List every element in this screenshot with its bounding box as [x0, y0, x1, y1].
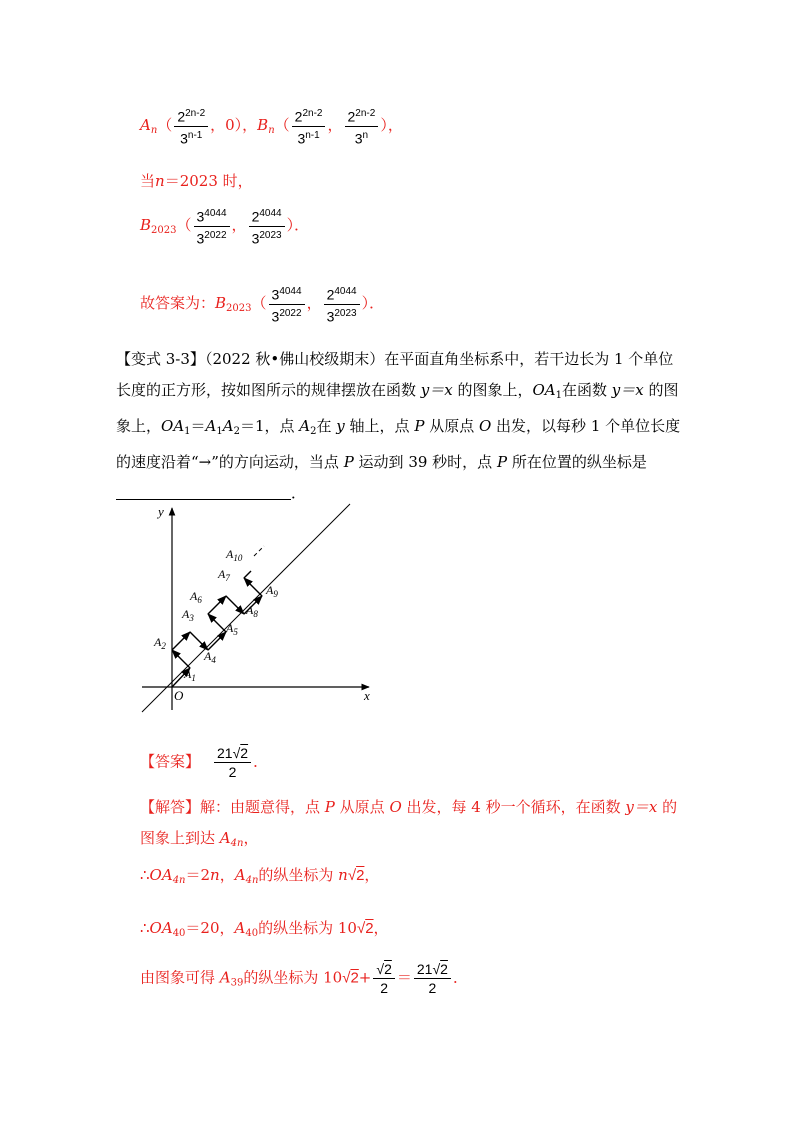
answer-prev-line3: [140, 205, 309, 247]
point-b2023-label: B: [215, 294, 227, 313]
comma: ，: [219, 866, 235, 884]
solution-text: ，: [243, 829, 259, 847]
point-label: A: [234, 866, 246, 884]
plus-sign: +: [358, 968, 372, 987]
label-a1: $A_1$: [184, 667, 196, 683]
point-b2023-sub: 2023: [151, 225, 177, 237]
solution-line2: [140, 864, 379, 886]
point-p: P: [324, 798, 335, 816]
frac-num-base: 2: [294, 108, 303, 125]
solution-line4: [140, 960, 468, 997]
point-label: A: [219, 968, 231, 987]
segment-sub: 4n: [172, 875, 186, 886]
frac-num-base: 3: [196, 208, 205, 225]
sqrt-radicand: 2: [350, 969, 359, 987]
point-sub: 1: [216, 426, 223, 437]
an-mid-text: ，0），: [210, 116, 258, 135]
frac-num-base: 2: [326, 286, 335, 303]
solution-text: 的纵坐标为 10: [243, 968, 343, 987]
label-a2: $A_2$: [154, 635, 166, 651]
problem-statement: [116, 344, 686, 509]
problem-text: 从原点: [424, 417, 479, 435]
frac-num-base: 3: [271, 286, 280, 303]
function-expr: y＝x: [420, 381, 453, 399]
point-an-label: A: [140, 116, 151, 135]
final-answer-label: 故答案为：: [140, 294, 216, 313]
frac-den-exp: n-1: [305, 129, 320, 141]
solution-text: 由图象可得: [140, 968, 220, 987]
problem-text: 在函数: [562, 381, 612, 399]
answer-blank: [116, 485, 291, 500]
frac-den-base: 3: [326, 308, 335, 325]
frac-num-exp: 4044: [279, 286, 302, 297]
frac-num-exp: 4044: [204, 208, 227, 219]
comma: ，: [306, 294, 322, 313]
frac-num-exp: 2n-2: [302, 108, 323, 119]
continuation-dash: [254, 546, 264, 556]
point-p: P: [496, 453, 508, 471]
fraction-bn-y: [345, 105, 379, 147]
point-sub: 4n: [230, 838, 244, 849]
y-axis-label: y: [158, 504, 164, 519]
axis-name: y: [336, 417, 345, 435]
answer-prev-line1: [140, 105, 403, 147]
paren-close: ），: [380, 116, 403, 135]
frac-den-exp: n-1: [187, 129, 203, 141]
fraction-b2023-y: [249, 205, 285, 247]
label-a9: $A_9$: [266, 583, 278, 599]
frac-den: 2: [380, 980, 389, 996]
label-a5: $A_5$: [226, 621, 238, 637]
label-a6: $A_6$: [190, 589, 202, 605]
problem-text: 的图象上，: [116, 381, 679, 435]
frac-num-root: 2: [440, 961, 448, 977]
paren-close: ）．: [286, 216, 310, 235]
frac-den-base: 3: [297, 130, 306, 147]
therefore-symbol: ∴: [140, 919, 150, 937]
frac-den-exp: 2023: [259, 229, 282, 241]
label-a7: $A_7$: [218, 567, 230, 583]
frac-num-root: 2: [240, 745, 249, 761]
fraction-b2023-y: [324, 283, 360, 325]
problem-text: （2022 秋•佛山校级期末）在平面直角坐标系中，若干边长为 1 个单位长度的正方形，按如图所示的规律摆放在函数: [116, 350, 674, 399]
sqrt-expr: √2: [356, 920, 374, 937]
origin-label: O: [174, 688, 184, 703]
solution-para: [140, 792, 680, 859]
solution-line3: [140, 917, 389, 939]
frac-den-base: 3: [354, 130, 363, 147]
problem-text: 所在位置的纵坐标是: [507, 453, 647, 471]
frac-num-base: 2: [251, 208, 260, 225]
var-n: n: [155, 172, 165, 190]
frac-den-base: 3: [271, 308, 280, 325]
frac-den-base: 3: [196, 230, 205, 247]
segment-sub: 1: [555, 390, 563, 401]
paren-close: ）．: [361, 294, 385, 313]
solution-text: 解：由题意得，点: [200, 798, 325, 816]
answer-prev-line4: [140, 283, 384, 325]
frac-den-exp: 2023: [334, 307, 357, 319]
frac-den: 2: [228, 764, 237, 780]
problem-text: 运动到 39 秒时，点: [353, 453, 497, 471]
problem-text: 的图象上，: [452, 381, 533, 399]
point-label: A: [205, 417, 217, 435]
point-label: A: [222, 417, 234, 435]
point-bn-label: B: [257, 116, 269, 135]
segment-label: OA: [161, 417, 185, 435]
point-sub: 2: [310, 426, 317, 437]
fraction-bn-x: [292, 105, 326, 147]
paren-open: （: [274, 116, 290, 135]
point-o: O: [389, 798, 402, 816]
sqrt-radicand: 2: [356, 867, 365, 884]
frac-den-exp: n: [362, 129, 369, 141]
frac-num-exp: 4044: [334, 286, 357, 297]
paren-open: （: [176, 216, 192, 235]
function-expr: y＝x: [625, 798, 658, 816]
label-a4: $A_4$: [204, 649, 216, 665]
solution-label: 【解答】: [140, 798, 201, 816]
period: ．: [452, 968, 468, 987]
frac-den: 2: [428, 980, 437, 996]
period: ．: [253, 752, 269, 771]
point-sub: 2: [233, 426, 240, 437]
problem-text: 出发，以每秒 1 个单位长度的速度沿着“→”的方向运动，当点: [116, 417, 681, 471]
when-text: 当: [140, 172, 156, 190]
problem-text: 在: [316, 417, 337, 435]
point-p: P: [343, 453, 354, 471]
comma: ，: [327, 116, 343, 135]
sqrt-expr: √2: [347, 867, 365, 884]
segment-label: OA: [532, 381, 556, 399]
point-an-sub: n: [150, 125, 158, 137]
frac-den-base: 3: [251, 230, 260, 247]
segment-label: OA: [149, 919, 173, 937]
comma: ，: [231, 216, 247, 235]
frac-num-base: 2: [177, 108, 186, 125]
solution-text: 从原点: [334, 798, 390, 816]
var-n: n: [338, 866, 348, 884]
label-a8: $A_8$: [246, 603, 258, 619]
label-a3: $A_3$: [182, 607, 194, 623]
problem-text: 轴上，点: [344, 417, 415, 435]
label-a10: $A_{10}$: [226, 547, 243, 563]
segment-label: OA: [149, 866, 173, 884]
frac-num-base: 2: [347, 108, 356, 125]
comma: ，: [373, 919, 389, 937]
segment-sub: 1: [184, 426, 191, 437]
fraction-b2023-x: [194, 205, 230, 247]
fraction-sqrt2-over-2: $\frac{√2}{2}$: [373, 960, 394, 997]
equation-text: ＝2: [185, 866, 211, 884]
sqrt-radicand: 2: [365, 920, 374, 937]
point-sub: 4n: [245, 875, 259, 886]
frac-num-root: 2: [384, 961, 392, 977]
paren-open: （: [157, 116, 173, 135]
frac-num-exp: 2n-2: [355, 108, 376, 119]
point-b2023-sub: 2023: [226, 303, 252, 315]
point-label: A: [219, 829, 231, 847]
point-o: O: [478, 417, 492, 435]
point-label: A: [299, 417, 311, 435]
point-bn-sub: n: [268, 125, 275, 137]
answer-fraction: $\frac{21√2}{2}$: [214, 744, 251, 781]
fraction-b2023-x: [269, 283, 305, 325]
therefore-symbol: ∴: [140, 866, 150, 884]
solution-text: 的图象上到达: [140, 798, 678, 847]
frac-num: 21: [416, 961, 433, 977]
equation-text: ＝20，: [185, 919, 235, 937]
point-sub: 40: [245, 928, 259, 939]
paren-open: （: [251, 294, 267, 313]
answer-prev-line2: [140, 170, 253, 191]
equals: ＝: [396, 968, 412, 987]
var-n: n: [210, 866, 220, 884]
problem-tag: 【变式 3-3】: [116, 350, 205, 368]
segment-sub: 40: [172, 928, 186, 939]
answer-line: [140, 744, 268, 781]
problem-text: ．: [291, 484, 307, 502]
solution-text: 的纵坐标为: [258, 866, 339, 884]
frac-num-exp: 4044: [259, 208, 282, 219]
problem-text: ＝1，点: [239, 417, 300, 435]
when-value: ＝2023 时，: [164, 172, 253, 190]
function-expr: y＝x: [611, 381, 644, 399]
point-sub: 39: [230, 977, 244, 989]
sqrt-expr: √2: [342, 969, 359, 987]
equals: ＝: [190, 417, 206, 435]
frac-den-exp: 2022: [204, 229, 227, 241]
frac-den-exp: 2022: [279, 307, 302, 319]
fraction-an-x: [174, 105, 208, 147]
answer-label: 【答案】: [140, 752, 201, 771]
coordinate-figure: [132, 500, 392, 715]
point-p: P: [414, 417, 425, 435]
frac-num-exp: 2n-2: [185, 108, 206, 119]
x-axis-label: x: [364, 688, 370, 703]
solution-text: 的纵坐标为 10: [258, 919, 357, 937]
comma: ，: [364, 866, 380, 884]
solution-text: 出发，每 4 秒一个循环，在函数: [401, 798, 626, 816]
frac-num: 21: [217, 745, 233, 761]
fraction-result: $\frac{21√2}{2}$: [414, 960, 451, 997]
frac-den-base: 3: [180, 130, 188, 147]
point-label: A: [234, 919, 246, 937]
point-b2023-label: B: [140, 216, 152, 235]
